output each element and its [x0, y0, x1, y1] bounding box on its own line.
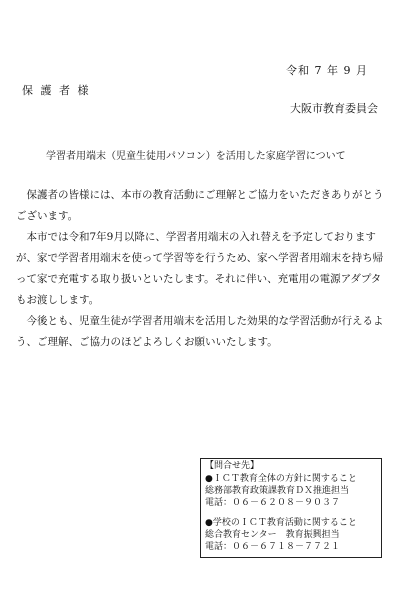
contact-topic: ●学校のＩＣＴ教育活動に関すること	[205, 518, 357, 528]
contact-heading: 【問合せ先】	[205, 461, 260, 471]
contact-department: 総合教育センター 教育振興担当	[205, 530, 340, 540]
recipient: 保 護 者 様	[22, 84, 91, 97]
document-title: 学習者用端末（児童生徒用パソコン）を活用した家庭学習について	[46, 151, 346, 162]
contact-department: 総務部教育政策課教育ＤＸ推進担当	[205, 486, 350, 496]
sender: 大阪市教育委員会	[290, 102, 378, 115]
contact-topic: ●ＩＣＴ教育全体の方針に関すること	[205, 474, 357, 484]
contact-phone: 電話：０６－６７１８－７７２１	[205, 542, 341, 552]
body-paragraph: 本市では令和7年9月以降に、学習者用端末の入れ替えを予定しておりますが、家で学習者用端末を使って学習等を行うため、家へ学習者用端末を持ち帰って家で充電する取り扱いといたします。それに伴い、充電用の電源アダプタもお渡しします。	[16, 231, 384, 306]
date: 令和 7 年 9 月	[286, 64, 368, 77]
body-paragraph: 保護者の皆様には、本市の教育活動にご理解とご協力をいただきありがとうございます。	[16, 189, 384, 222]
body-paragraph: 今後とも、児童生徒が学習者用端末を活用した効果的な学習活動が行えるよう、ご理解、ご協力のほどよろしくお願いいたします。	[16, 315, 384, 348]
contact-box	[200, 458, 382, 558]
contact-phone: 電話：０６－６２０８－９０３７	[205, 498, 341, 508]
